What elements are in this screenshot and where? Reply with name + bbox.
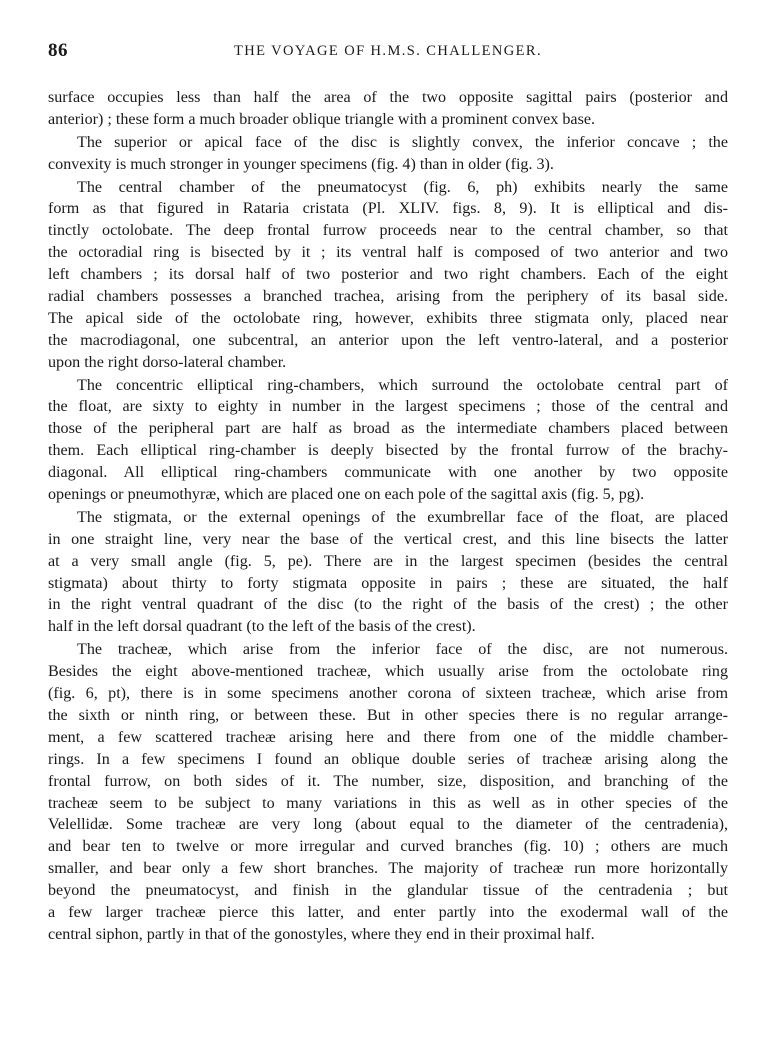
paragraph <box>48 375 728 506</box>
text-line: in the right ventral quadrant of the disc (to the right of the basis of the crest) ; the other <box>48 596 728 614</box>
text-line: anterior) ; these form a much broader oblique triangle with a prominent convex base. <box>48 110 595 128</box>
text-line: openings or pneumothyræ, which are placed one on each pole of the sagittal axis (fig. 5, pg). <box>48 486 645 504</box>
text-line: The stigmata, or the external openings of the exumbrellar face of the float, are placed <box>77 508 728 526</box>
text-line: and bear ten to twelve or more irregular and curved branches (fig. 10) ; others are much <box>48 838 728 856</box>
text-line: left chambers ; its dorsal half of two posterior and two right chambers. Each of the eight <box>48 266 728 284</box>
text-line: the octoradial ring is bisected by it ; its ventral half is composed of two anterior and two <box>48 244 728 262</box>
paragraph <box>48 132 728 176</box>
text-line: a few larger tracheæ pierce this latter, and enter partly into the exodermal wall of the <box>48 903 728 921</box>
text-line: beyond the pneumatocyst, and finish in the glandular tissue of the centradenia ; but <box>48 882 728 900</box>
text-line: ment, a few scattered tracheæ arising here and there from one of the middle chamber- <box>48 728 728 746</box>
text-line: tracheæ seem to be subject to many variations in this as well as in other species of the <box>48 794 728 812</box>
body-text <box>48 87 728 947</box>
text-line: The tracheæ, which arise from the inferior face of the disc, are not numerous. <box>77 641 728 659</box>
text-line: tinctly octolobate. The deep frontal furrow proceeds near to the central chamber, so that <box>48 222 728 240</box>
text-line: half in the left dorsal quadrant (to the left of the basis of the crest). <box>48 618 476 636</box>
text-line: convexity is much stronger in younger specimens (fig. 4) than in older (fig. 3). <box>48 155 554 173</box>
text-line: smaller, and bear only a few short branches. The majority of tracheæ run more horizontally <box>48 860 728 878</box>
paragraph <box>48 87 728 131</box>
text-line: the float, are sixty to eighty in number in the largest specimens ; those of the central and <box>48 398 728 416</box>
text-line: The superior or apical face of the disc is slightly convex, the inferior concave ; the <box>77 133 728 151</box>
text-line: the sixth or ninth ring, or between these. But in other species there is no regular arrange- <box>48 706 728 724</box>
page-header <box>48 40 728 64</box>
text-line: The apical side of the octolobate ring, however, exhibits three stigmata only, placed near <box>48 309 728 327</box>
text-line: in one straight line, very near the base of the vertical crest, and this line bisects the latter <box>48 530 728 548</box>
text-line: upon the right dorso-lateral chamber. <box>48 353 287 371</box>
text-line: Besides the eight above-mentioned tracheæ, which usually arise from the octolobate ring <box>48 663 728 681</box>
text-line: central siphon, partly in that of the gonostyles, where they end in their proximal half. <box>48 925 595 943</box>
text-line: those of the peripheral part are half as broad as the intermediate chambers placed between <box>48 420 728 438</box>
paragraph <box>48 177 728 374</box>
text-line: diagonal. All elliptical ring-chambers communicate with one another by two opposite <box>48 464 728 482</box>
text-line: at a very small angle (fig. 5, pe). There are in the largest specimen (besides the central <box>48 552 728 570</box>
text-line: frontal furrow, on both sides of it. The number, size, disposition, and branching of the <box>48 772 728 790</box>
text-line: Velellidæ. Some tracheæ are very long (about equal to the diameter of the centradenia), <box>48 816 728 834</box>
running-title: THE VOYAGE OF H.M.S. CHALLENGER. <box>234 43 542 59</box>
text-line: them. Each elliptical ring-chamber is deeply bisected by the frontal furrow of the brachy- <box>48 442 728 460</box>
text-line: the macrodiagonal, one subcentral, an anterior upon the left ventro-lateral, and a posterior <box>48 331 728 349</box>
text-line: form as that figured in Rataria cristata (Pl. XLIV. figs. 8, 9). It is elliptical and dis- <box>48 200 728 218</box>
text-line: rings. In a few specimens I found an oblique double series of tracheæ arising along the <box>48 750 728 768</box>
text-line: radial chambers possesses a branched trachea, arising from the periphery of its basal side. <box>48 288 728 306</box>
text-line: The concentric elliptical ring-chambers, which surround the octolobate central part of <box>77 376 728 394</box>
page-number: 86 <box>48 40 68 61</box>
text-line: surface occupies less than half the area of the two opposite sagittal pairs (posterior and <box>48 89 728 106</box>
paragraph <box>48 507 728 638</box>
paragraph <box>48 639 728 945</box>
text-line: The central chamber of the pneumatocyst (fig. 6, ph) exhibits nearly the same <box>77 178 728 196</box>
text-line: stigmata) about thirty to forty stigmata opposite in pairs ; these are situated, the half <box>48 574 728 592</box>
text-line: (fig. 6, pt), there is in some specimens another corona of sixteen tracheæ, which arise from <box>48 685 728 703</box>
